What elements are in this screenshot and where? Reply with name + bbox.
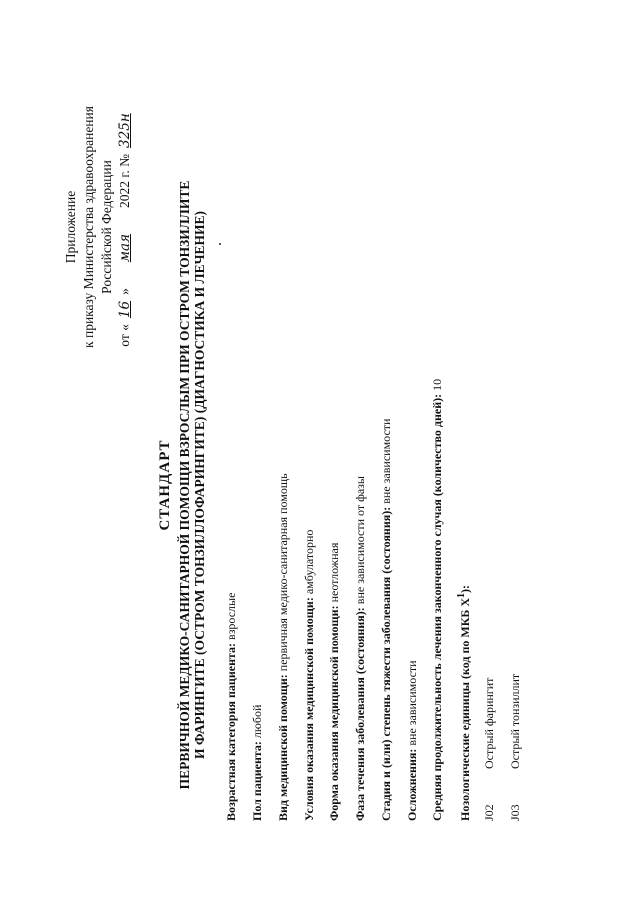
stray-mark — [219, 243, 221, 245]
field-sex: Пол пациента: любой — [250, 704, 264, 821]
field-disease-stage: Стадия и (или) степень тяжести заболевания (состояния): вне зависимости — [379, 418, 393, 821]
field-care-type: Вид медицинской помощи: первичная медико-санитарная помощь — [276, 473, 290, 821]
title-line-1: ПЕРВИЧНОЙ МЕДИКО-САНИТАРНОЙ ПОМОЩИ ВЗРОСЛЫМ ПРИ ОСТРОМ ТОНЗИЛЛИТЕ — [177, 180, 192, 790]
order-number: 325н — [117, 113, 133, 148]
icd-code: J03 — [508, 804, 522, 821]
date-year: 2022 г. № — [117, 153, 132, 208]
icd-name: Острый тонзиллит — [508, 673, 522, 769]
icd-code: J02 — [482, 804, 496, 821]
appendix-block — [62, 47, 134, 407]
appendix-order: к приказу Министерства здравоохранения — [81, 106, 96, 348]
field-care-form: Форма оказания медицинской помощи: неотложная — [327, 542, 341, 821]
field-disease-phase: Фаза течения заболевания (состояния): вне зависимости от фазы — [353, 476, 367, 821]
list-item — [482, 678, 497, 821]
title-line-2: И ФАРИНГИТЕ (ОСТРОМ ТОНЗИЛЛОФАРИНГИТЕ) (ДИАГНОСТИКА И ЛЕЧЕНИЕ) — [192, 210, 207, 760]
appendix-federation: Российской Федерации — [99, 160, 114, 294]
date-mid: » — [117, 288, 132, 295]
document-title — [158, 125, 207, 845]
date-day: 16 — [117, 300, 133, 319]
field-nosological-units: Нозологические единицы (код по МКБ $X^1$): — [456, 584, 472, 821]
icd-name: Острый фарингит — [482, 677, 496, 769]
title-main: СТАНДАРТ — [157, 439, 173, 531]
appendix-title: Приложение — [63, 190, 78, 264]
appendix-date-line — [116, 47, 134, 407]
date-month: мая — [117, 233, 133, 263]
field-care-conditions: Условия оказания медицинской помощи: амбулаторно — [302, 529, 316, 821]
list-item — [508, 674, 523, 821]
date-prefix: от « — [117, 324, 132, 347]
field-age-category: Возрастная категория пациента: взрослые — [224, 592, 238, 821]
field-complications: Осложнения: вне зависимости — [405, 660, 419, 821]
field-treatment-duration: Средняя продолжительность лечения законченного случая (количество дней): 10 — [430, 378, 444, 821]
